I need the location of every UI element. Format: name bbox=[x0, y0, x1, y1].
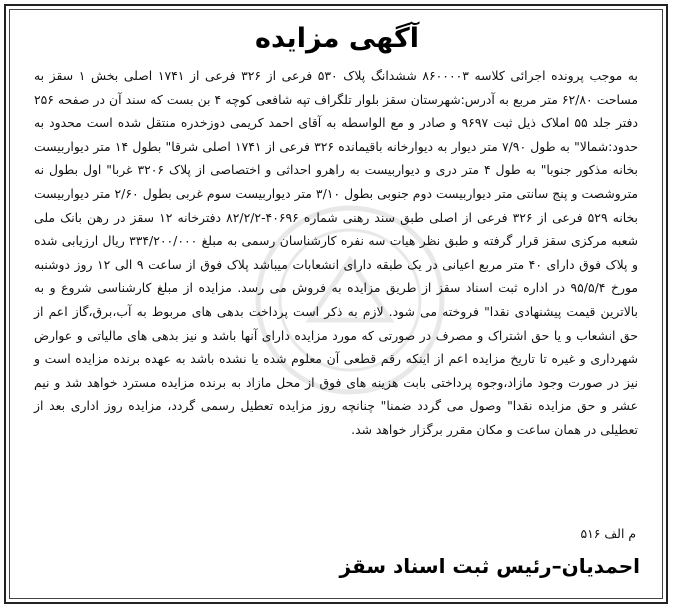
notice-title: آگهی مزایده bbox=[255, 23, 419, 54]
notice-signature: احمدیان–رئیس ثبت اسناد سقز bbox=[339, 554, 640, 578]
notice-reference: م الف ۵۱۶ bbox=[580, 526, 636, 541]
notice-body: به موجب پرونده اجرائی کلاسه ۸۶۰۰۰۰۳ ششدانگ پلاک ۵۳۰ فرعی از ۳۲۶ فرعی از ۱۷۴۱ اصلی بخش ۱ سقز به مساحت ۶۲/۸۰ متر مربع به آدرس:شهرستان سقز بلوار تلگراف تپه شافعی کوچه ۴ بن بست که سند آن در صفحه ۲۵۶ دفتر جلد ۵۵ املاک ذیل ثبت ۹۶۹۷ و صادر و مع الواسطه به آقای احمد کریمی دوزخدره منتقل شده است محدود به حدود:شمالا" به طول ۷/۹۰ متر دیوار به دیوارخانه باقیمانده ۳۲۶ فرعی از ۱۷۴۱ اصلی شرقا" بطول ۱۴ متر دیواربیست بخانه مذکور جنوبا" به طول ۴ متر دری و دیواربیست به راهرو احداثی و اختصاصی از پلاک ۳۲۰۶ غربا" اول بطول نه متروشصت و پنج سانتی متر دیواربیست دوم جنوبی بطول ۳/۱۰ متر دیواربیست سوم غربی بطول ۲/۶۰ متر دیواربیست بخانه ۵۲۹ فرعی از ۳۲۶ فرعی از اصلی طبق سند رهنی شماره ۴۰۶۹۶-۸۲/۲/۲ دفترخانه ۱۲ سقز در رهن بانک ملی شعبه مرکزی سقز قرار گرفته و طبق نظر هیات سه نفره کارشناسان رسمی به مبلغ ۳۳۴/۲۰۰/۰۰۰ ریال ارزیابی شده و پلاک فوق دارای ۴۰ متر مربع اعیانی در یک طبقه دارای انشعابات میباشد پلاک فوق از ساعت ۹ الی ۱۲ روز دوشنبه مورخ ۹۵/۵/۴ در اداره ثبت اسناد سقز از طریق مزایده به فروش می رسد. مزایده از مبلغ کارشناسی شروع و به بالاترین قیمت پیشنهادی نقدا" فروخته می شود. لازم به ذکر است پرداخت بدهی های مربوط به آب،برق،گاز اعم از حق انشعاب و یا حق اشتراک و مصرف در صورتی که مورد مزایده دارای آنها باشد و نیز بدهی های مالیاتی و عوارض شهرداری و غیره تا تاریخ مزایده اعم از اینکه رقم قطعی آن معلوم شده یا نشده باشد به عهده برنده مزایده است و نیز در صورت وجود مازاد،وجوه پرداختی بابت هزینه های فوق از محل مازاد به برنده مزایده مسترد خواهد شد و نیم عشر و حق مزایده نقدا" وصول می گردد ضمنا" چنانچه روز مزایده تعطیل رسمی گردد، مزایده روز اداری بعد از تعطیلی در همان ساعت و مکان مقرر برگزار خواهد شد. bbox=[34, 68, 639, 437]
